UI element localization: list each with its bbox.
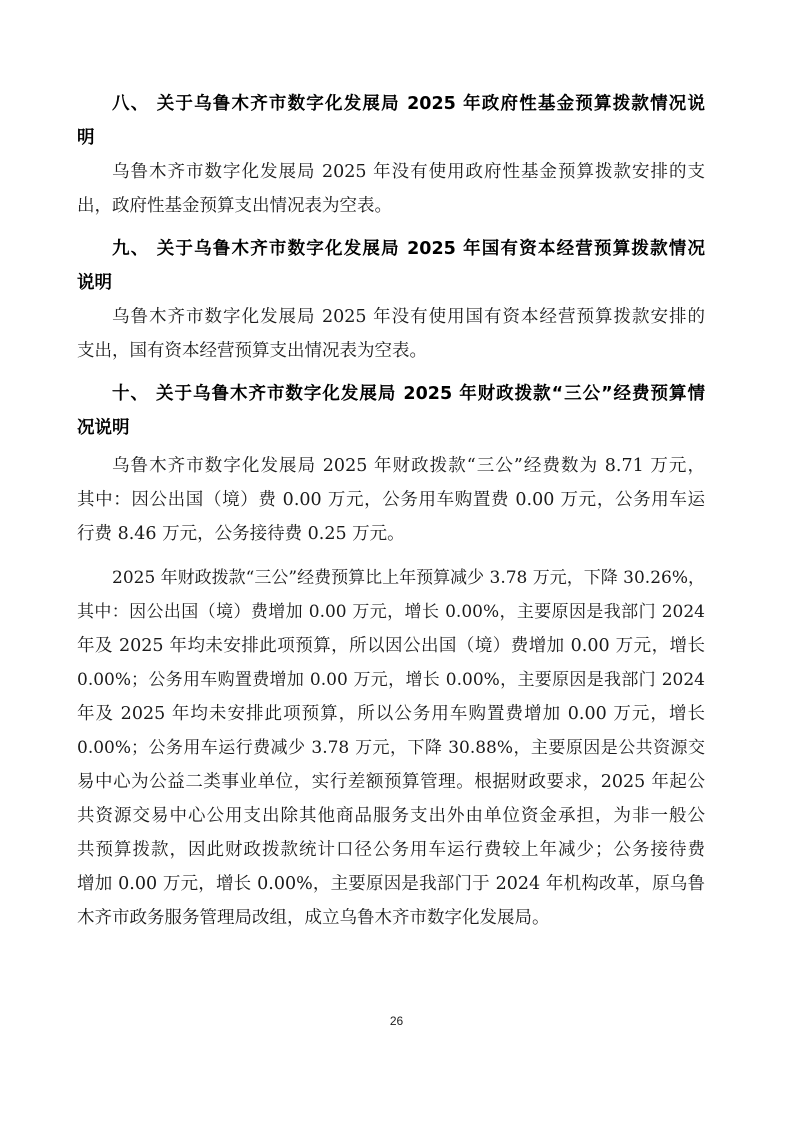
section-8-body-line-1: 乌鲁木齐市数字化发展局 2025 年没有使用政府性基金预算拨款安排的支 [112, 162, 705, 182]
section-10-para2-line-8: 共资源交易中心公用支出除其他商品服务支出外由单位资金承担，为非一般公 [77, 806, 705, 826]
section-10-para2-line-7: 易中心为公益二类事业单位，实行差额预算管理。根据财政要求，2025 年起公 [77, 772, 705, 792]
section-9-body-line-2: 支出，国有资本经营预算支出情况表为空表。 [77, 341, 427, 361]
section-10-para2-line-1: 2025 年财政拨款“三公”经费预算比上年预算减少 3.78 万元，下降 30.26%， [112, 568, 705, 588]
section-8-heading-line-2: 明 [77, 128, 95, 148]
page-number: 26 [389, 1014, 404, 1028]
section-10-para2-line-2: 其中：因公出国（境）费增加 0.00 万元，增长 0.00%，主要原因是我部门 2024 [77, 602, 705, 622]
section-10-body-line-1: 乌鲁木齐市数字化发展局 2025 年财政拨款“三公”经费数为 8.71 万元， [112, 456, 705, 476]
section-8-heading-line-1: 八、 关于乌鲁木齐市数字化发展局 2025 年政府性基金预算拨款情况说 [112, 94, 705, 114]
section-10-body-line-3: 行费 8.46 万元，公务接待费 0.25 万元。 [77, 524, 405, 544]
section-9-heading-line-1: 九、 关于乌鲁木齐市数字化发展局 2025 年国有资本经营预算拨款情况 [112, 239, 705, 259]
section-10-para2-line-11: 木齐市政务服务管理局改组，成立乌鲁木齐市数字化发展局。 [77, 908, 550, 928]
section-10-para2-line-3: 年及 2025 年均未安排此项预算，所以因公出国（境）费增加 0.00 万元，增长 [77, 636, 705, 656]
section-10-para2-line-6: 0.00%；公务用车运行费减少 3.78 万元，下降 30.88%，主要原因是公共资源交 [77, 738, 705, 758]
section-10-para2-line-4: 0.00%；公务用车购置费增加 0.00 万元，增长 0.00%，主要原因是我部门 2024 [77, 670, 705, 690]
section-8-body-line-2: 出，政府性基金预算支出情况表为空表。 [77, 196, 392, 216]
section-9-body-line-1: 乌鲁木齐市数字化发展局 2025 年没有使用国有资本经营预算拨款安排的 [112, 307, 705, 327]
section-9-heading-line-2: 说明 [77, 273, 112, 293]
section-10-para2-line-9: 共预算拨款，因此财政拨款统计口径公务用车运行费较上年减少；公务接待费 [77, 840, 705, 860]
section-10-body-line-2: 其中：因公出国（境）费 0.00 万元，公务用车购置费 0.00 万元，公务用车运 [77, 490, 705, 510]
section-10-heading-line-2: 况说明 [77, 418, 130, 438]
section-10-para2-line-5: 年及 2025 年均未安排此项预算，所以公务用车购置费增加 0.00 万元，增长 [77, 704, 705, 724]
section-10-heading-line-1: 十、 关于乌鲁木齐市数字化发展局 2025 年财政拨款“三公”经费预算情 [112, 384, 705, 404]
section-10-para2-line-10: 增加 0.00 万元，增长 0.00%，主要原因是我部门于 2024 年机构改革，原乌鲁 [77, 874, 705, 894]
